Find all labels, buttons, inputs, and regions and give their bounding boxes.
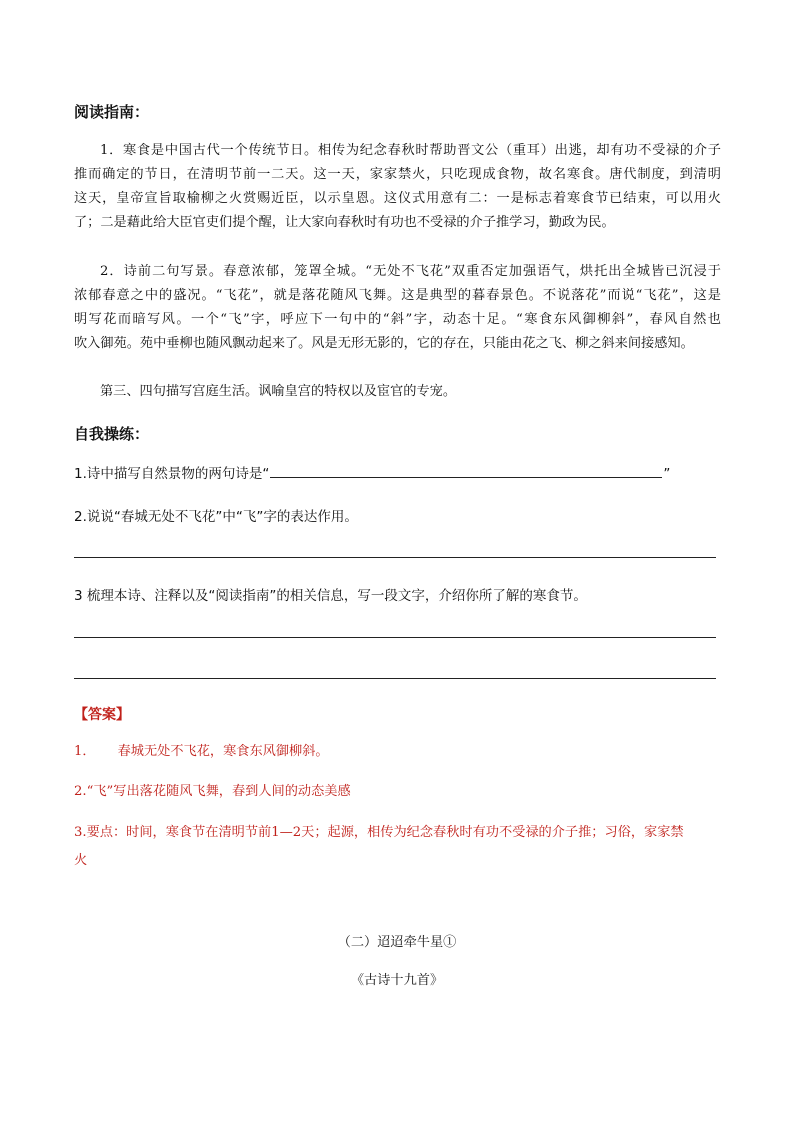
guide-p2-line: 吹入御苑。苑中垂柳也随风飘动起来了。风是无形无影的，它的存在，只能由花之飞、柳之斜来间接感知。	[74, 336, 694, 351]
answer-2	[74, 778, 724, 806]
guide-paragraph-2	[74, 260, 721, 356]
guide-p1-line: 了；二是藉此给大臣官吏们提个醒，让大家向春秋时有功也不受禄的介子推学习，勤政为民。	[74, 215, 615, 230]
poem-source: 《古诗十九首》	[350, 973, 444, 988]
guide-p1-line: 推而确定的节日，在清明节前一二天。这一天，家家禁火，只吃现成食物，故名寒食。唐代制度，到清明	[74, 167, 721, 182]
answer-1-number: 1．	[74, 744, 96, 759]
answer-line[interactable]	[74, 678, 716, 679]
question-2: 2.说说“春城无处不飞花”中“飞”字的表达作用。	[74, 509, 358, 525]
guide-paragraph-3	[74, 380, 721, 404]
answer-line[interactable]	[74, 557, 716, 558]
guide-p1-line: 这天，皇帝宣旨取榆柳之火赏赐近臣，以示皇恩。这仪式用意有二：一是标志着寒食节已结束，可以用火	[74, 191, 721, 206]
question-1	[74, 462, 670, 482]
answer-1-text: 春城无处不飞花，寒食东风御柳斜。	[117, 744, 329, 759]
answer-3-line: 3.要点：时间，寒食节在清明节前1—2天；起源，相传为纪念春秋时有功不受禄的介子推；习俗，家家禁	[74, 825, 684, 840]
answer-3	[74, 819, 724, 875]
question-1-prefix: 1.诗中描写自然景物的两句诗是“	[74, 466, 270, 482]
guide-paragraph-1	[74, 139, 721, 235]
answer-2-text: 2.“飞”写出落花随风飞舞，春到人间的动态美感	[74, 784, 351, 799]
question-1-suffix: ”	[663, 466, 671, 482]
guide-p2-line: 2．诗前二句写景。春意浓郁，笼罩全城。“无处不飞花”双重否定加强语气，烘托出全城皆已沉浸于	[100, 264, 721, 279]
guide-p2-line: 明写花而暗写风。一个“飞”字，呼应下一句中的“斜”字，动态十足。“寒食东风御柳斜”，春风自然也	[74, 312, 721, 327]
guide-p1-line: 1．寒食是中国古代一个传统节日。相传为纪念春秋时帮助晋文公（重耳）出逃，却有功不受禄的介子	[100, 143, 721, 158]
question-3: 3 梳理本诗、注释以及“阅读指南”的相关信息，写一段文字，介绍你所了解的寒食节。	[74, 588, 587, 604]
guide-p2-line: 浓郁春意之中的盛况。“飞花”，就是落花随风飞舞。这是典型的暮春景色。不说落花”而说“飞花”，这是	[74, 288, 721, 303]
poem-title: （二）迢迢牵牛星①	[337, 935, 457, 950]
question-1-answer-blank[interactable]	[270, 463, 662, 478]
answer-3-line: 火	[74, 853, 88, 868]
guide-p3-line: 第三、四句描写宫庭生活。讽喻皇宫的特权以及宦官的专宠。	[100, 384, 457, 399]
answer-line[interactable]	[74, 637, 716, 638]
reading-guide-heading: 阅读指南：	[74, 103, 150, 121]
answer-title: 【答案】	[74, 707, 130, 723]
answer-1	[74, 738, 724, 766]
exercise-heading: 自我操练：	[74, 425, 150, 443]
